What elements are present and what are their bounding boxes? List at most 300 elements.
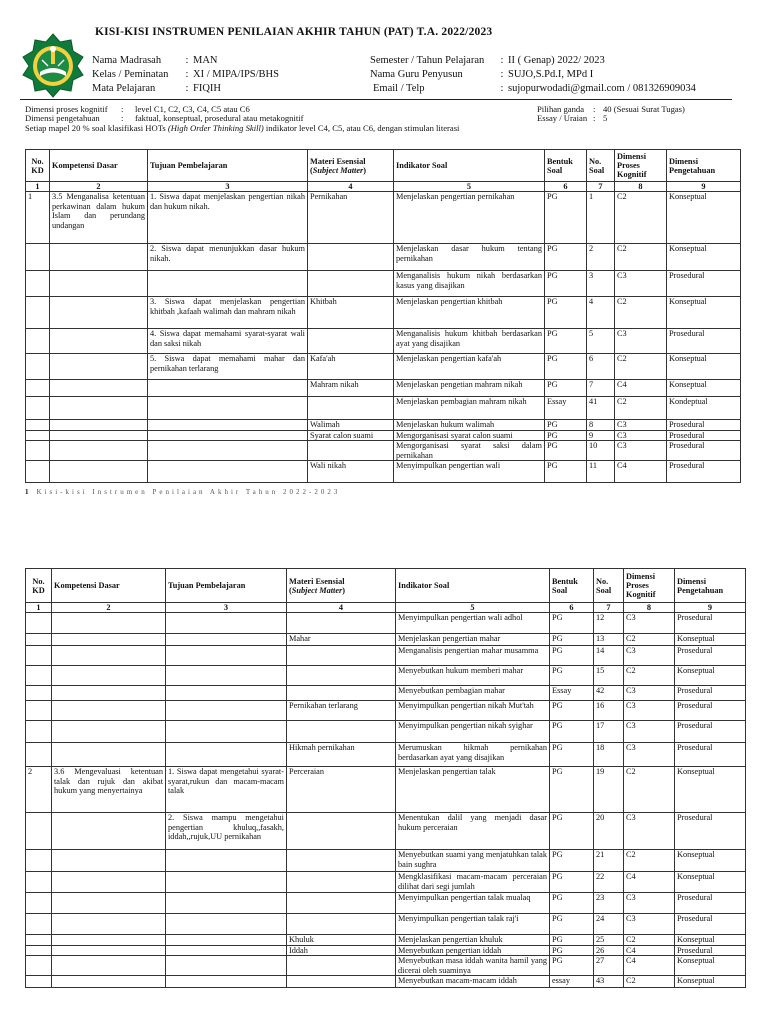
cell-kd bbox=[52, 872, 166, 893]
cell-bentuk: PG bbox=[545, 192, 587, 244]
field-mapel: Mata Pelajaran : FIQIH bbox=[92, 83, 221, 94]
cell-proses: C3 bbox=[624, 893, 675, 914]
cell-pengetahuan: Konseptual bbox=[667, 297, 741, 329]
cell-pengetahuan: Prosedural bbox=[667, 329, 741, 354]
cell-bentuk: PG bbox=[545, 430, 587, 440]
cell-no-kd bbox=[26, 850, 52, 872]
cell-kd bbox=[52, 914, 166, 935]
cell-tujuan bbox=[166, 646, 287, 666]
cell-bentuk: essay bbox=[550, 976, 594, 988]
cell-no-soal: 27 bbox=[594, 956, 624, 976]
cell-kd: 3.6 Mengevaluasi ketentuan talak dan rujuk dan akibat hukum yang menyertainya bbox=[52, 767, 166, 813]
cell-tujuan bbox=[148, 441, 308, 461]
cell-no-soal: 42 bbox=[594, 686, 624, 701]
cell-tujuan bbox=[166, 945, 287, 955]
cell-proses: C2 bbox=[624, 850, 675, 872]
cell-proses: C3 bbox=[624, 686, 675, 701]
cell-bentuk: PG bbox=[550, 893, 594, 914]
cell-no-kd bbox=[26, 397, 50, 420]
table-row bbox=[26, 441, 741, 461]
cell-bentuk: PG bbox=[550, 634, 594, 646]
cell-kd bbox=[50, 441, 148, 461]
cell-kd bbox=[50, 354, 148, 380]
cell-proses: C3 bbox=[615, 271, 667, 297]
cell-pengetahuan: Prosedural bbox=[675, 945, 746, 955]
cell-tujuan bbox=[148, 420, 308, 430]
cell-bentuk: PG bbox=[550, 613, 594, 634]
cell-proses: C3 bbox=[615, 329, 667, 354]
cell-bentuk: PG bbox=[550, 872, 594, 893]
cell-indikator: Menganalisis pengertian mahar musamma bbox=[396, 646, 550, 666]
cell-proses: C2 bbox=[624, 666, 675, 686]
cell-materi bbox=[287, 872, 396, 893]
cell-bentuk: PG bbox=[545, 380, 587, 397]
cell-no-kd bbox=[26, 430, 50, 440]
cell-no-soal: 3 bbox=[587, 271, 615, 297]
cell-proses: C3 bbox=[615, 420, 667, 430]
cell-kd bbox=[52, 701, 166, 721]
cell-tujuan bbox=[166, 721, 287, 743]
cell-proses: C2 bbox=[615, 244, 667, 271]
cell-tujuan: 5. Siswa dapat memahami mahar dan pernikahan terlarang bbox=[148, 354, 308, 380]
cell-pengetahuan: Konseptual bbox=[675, 666, 746, 686]
cell-proses: C2 bbox=[624, 976, 675, 988]
cell-tujuan bbox=[166, 935, 287, 945]
cell-tujuan bbox=[148, 461, 308, 483]
table-row bbox=[26, 935, 746, 945]
cell-pengetahuan: Prosedural bbox=[667, 420, 741, 430]
cell-tujuan bbox=[166, 893, 287, 914]
cell-materi bbox=[287, 721, 396, 743]
cell-bentuk: PG bbox=[550, 701, 594, 721]
cell-no-soal: 25 bbox=[594, 935, 624, 945]
cell-materi bbox=[287, 813, 396, 850]
table-row bbox=[26, 721, 746, 743]
cell-no-soal: 14 bbox=[594, 646, 624, 666]
cell-no-soal: 22 bbox=[594, 872, 624, 893]
cell-no-kd bbox=[26, 893, 52, 914]
cell-proses: C3 bbox=[624, 701, 675, 721]
cell-pengetahuan: Prosedural bbox=[667, 430, 741, 440]
cell-no-kd bbox=[26, 271, 50, 297]
cell-tujuan bbox=[166, 956, 287, 976]
cell-kd bbox=[50, 244, 148, 271]
cell-materi bbox=[287, 850, 396, 872]
cell-indikator: Menjelaskan pengertian mahar bbox=[396, 634, 550, 646]
cell-bentuk: PG bbox=[550, 767, 594, 813]
cell-tujuan bbox=[166, 976, 287, 988]
table-row bbox=[26, 646, 746, 666]
table-row bbox=[26, 634, 746, 646]
cell-tujuan bbox=[148, 430, 308, 440]
cell-indikator: Menentukan dalil yang menjadi dasar hukum perceraian bbox=[396, 813, 550, 850]
cell-bentuk: PG bbox=[545, 354, 587, 380]
cell-bentuk: PG bbox=[545, 420, 587, 430]
cell-no-kd bbox=[26, 743, 52, 767]
cell-materi: Pernikahan bbox=[308, 192, 394, 244]
table-row bbox=[26, 380, 741, 397]
cell-no-kd bbox=[26, 380, 50, 397]
cell-indikator: Menjelaskan pengertian khuluk bbox=[396, 935, 550, 945]
cell-no-kd bbox=[26, 646, 52, 666]
cell-no-kd bbox=[26, 354, 50, 380]
cell-kd bbox=[50, 430, 148, 440]
cell-no-kd bbox=[26, 244, 50, 271]
field-email: Email / Telp : sujopurwodadi@gmail.com / 081326909034 bbox=[373, 83, 696, 94]
cell-pengetahuan: Prosedural bbox=[667, 271, 741, 297]
table-row bbox=[26, 430, 741, 440]
cell-materi bbox=[287, 646, 396, 666]
cell-bentuk: PG bbox=[550, 956, 594, 976]
cell-tujuan bbox=[166, 686, 287, 701]
cell-materi: Syarat calon suami bbox=[308, 430, 394, 440]
cell-no-kd bbox=[26, 914, 52, 935]
document-title: KISI-KISI INSTRUMEN PENILAIAN AKHIR TAHUN (PAT) T.A. 2022/2023 bbox=[95, 26, 493, 38]
cell-bentuk: PG bbox=[550, 813, 594, 850]
cell-indikator: Menjelaskan pembagian mahram nikah bbox=[394, 397, 545, 420]
cell-tujuan bbox=[148, 271, 308, 297]
cell-pengetahuan: Prosedural bbox=[675, 701, 746, 721]
cell-materi: Khuluk bbox=[287, 935, 396, 945]
col-bentuk: Bentuk Soal bbox=[545, 150, 587, 182]
cell-kd bbox=[50, 420, 148, 430]
cell-bentuk: PG bbox=[550, 935, 594, 945]
cell-no-soal: 20 bbox=[594, 813, 624, 850]
cell-indikator: Menyimpulkan pengertian talak mualaq bbox=[396, 893, 550, 914]
cell-pengetahuan: Prosedural bbox=[675, 721, 746, 743]
col-materi: Materi Esensial (Subject Matter) bbox=[287, 569, 396, 603]
col-no-kd: No. KD bbox=[26, 150, 50, 182]
cell-indikator: Menjelaskan hukum walimah bbox=[394, 420, 545, 430]
cell-kd bbox=[50, 461, 148, 483]
cell-indikator: Menganalisis hukum nikah berdasarkan kasus yang disajikan bbox=[394, 271, 545, 297]
cell-materi: Perceraian bbox=[287, 767, 396, 813]
cell-pengetahuan: Prosedural bbox=[675, 613, 746, 634]
cell-no-soal: 4 bbox=[587, 297, 615, 329]
cell-bentuk: PG bbox=[550, 646, 594, 666]
cell-materi: Hikmah pernikahan bbox=[287, 743, 396, 767]
cell-indikator: Menyebutkan masa iddah wanita hamil yang dicerai oleh suaminya bbox=[396, 956, 550, 976]
cell-bentuk: PG bbox=[550, 666, 594, 686]
field-kelas: Kelas / Peminatan : XI / MIPA/IPS/BHS bbox=[92, 69, 279, 80]
table-row bbox=[26, 976, 746, 988]
cell-tujuan bbox=[166, 613, 287, 634]
cell-no-kd bbox=[26, 420, 50, 430]
cell-no-soal: 13 bbox=[594, 634, 624, 646]
cell-pengetahuan: Prosedural bbox=[675, 743, 746, 767]
cell-no-soal: 5 bbox=[587, 329, 615, 354]
cell-no-soal: 43 bbox=[594, 976, 624, 988]
cell-proses: C2 bbox=[624, 634, 675, 646]
cell-proses: C3 bbox=[615, 441, 667, 461]
cell-proses: C3 bbox=[615, 430, 667, 440]
cell-no-soal: 17 bbox=[594, 721, 624, 743]
col-pengetahuan: Dimensi Pengetahuan bbox=[667, 150, 741, 182]
cell-indikator: Menjelaskan pengertian khitbah bbox=[394, 297, 545, 329]
column-number-row: 1 2 3 4 5 6 7 8 9 bbox=[26, 182, 741, 192]
cell-indikator: Menyimpulkan pengertian talak raj'i bbox=[396, 914, 550, 935]
cell-no-kd bbox=[26, 721, 52, 743]
cell-proses: C3 bbox=[624, 613, 675, 634]
cell-pengetahuan: Konseptual bbox=[675, 634, 746, 646]
cell-indikator: Menyimpulkan pengertian wali adhol bbox=[396, 613, 550, 634]
cell-kd bbox=[52, 945, 166, 955]
field-guru: Nama Guru Penyusun : SUJO,S.Pd.I, MPd I bbox=[370, 69, 594, 80]
cell-materi bbox=[308, 329, 394, 354]
table-row bbox=[26, 872, 746, 893]
cell-no-soal: 15 bbox=[594, 666, 624, 686]
cell-tujuan: 2. Siswa mampu mengetahui pengertian khuluq,,fasakh, iddah,,rujuk,UU pernikahan bbox=[166, 813, 287, 850]
cell-bentuk: PG bbox=[545, 441, 587, 461]
cell-proses: C2 bbox=[615, 397, 667, 420]
cell-indikator: Menganalisis hukum khitbah berdasarkan ayat yang disajikan bbox=[394, 329, 545, 354]
field-semester: Semester / Tahun Pelajaran : II ( Genap) 2022/ 2023 bbox=[370, 55, 605, 66]
cell-materi bbox=[308, 271, 394, 297]
cell-materi: Walimah bbox=[308, 420, 394, 430]
cell-no-kd: 1 bbox=[26, 192, 50, 244]
cell-kd bbox=[52, 634, 166, 646]
table-row bbox=[26, 701, 746, 721]
cell-no-kd bbox=[26, 872, 52, 893]
cell-bentuk: PG bbox=[550, 914, 594, 935]
field-madrasah: Nama Madrasah : MAN bbox=[92, 55, 218, 66]
cell-no-soal: 41 bbox=[587, 397, 615, 420]
cell-no-soal: 8 bbox=[587, 420, 615, 430]
cell-kd bbox=[52, 686, 166, 701]
cell-pengetahuan: Konseptual bbox=[667, 192, 741, 244]
notes-left: Dimensi proses kognitif : level C1, C2, C3, C4, C5 atau C6 Dimensi pengetahuan : faktual, konseptual, prosedural atau metakognitif Setiap mapel 20 % soal klasifikasi HOTs (High Order Thinking Skill) indikator level C4, C5, atau C6, dengan stimulan literasi bbox=[25, 104, 460, 133]
cell-proses: C4 bbox=[624, 872, 675, 893]
cell-pengetahuan: Prosedural bbox=[675, 893, 746, 914]
col-proses: Dimensi Proses Kognitif bbox=[615, 150, 667, 182]
cell-tujuan: 2. Siswa dapat menunjukkan dasar hukum nikah. bbox=[148, 244, 308, 271]
col-kd: Kompetensi Dasar bbox=[52, 569, 166, 603]
col-indikator: Indikator Soal bbox=[394, 150, 545, 182]
cell-proses: C3 bbox=[624, 743, 675, 767]
cell-proses: C4 bbox=[615, 380, 667, 397]
cell-no-kd bbox=[26, 666, 52, 686]
cell-no-kd bbox=[26, 976, 52, 988]
table-header-row bbox=[26, 569, 746, 603]
kemenag-logo-icon bbox=[20, 32, 86, 98]
cell-kd bbox=[52, 721, 166, 743]
cell-no-soal: 19 bbox=[594, 767, 624, 813]
cell-kd bbox=[50, 329, 148, 354]
col-no-soal: No. Soal bbox=[587, 150, 615, 182]
cell-materi bbox=[287, 976, 396, 988]
cell-pengetahuan: Prosedural bbox=[675, 686, 746, 701]
cell-tujuan bbox=[166, 666, 287, 686]
cell-no-soal: 24 bbox=[594, 914, 624, 935]
table-row bbox=[26, 686, 746, 701]
cell-indikator: Mengorganisasi syarat saksi dalam pernikahan bbox=[394, 441, 545, 461]
cell-no-kd bbox=[26, 461, 50, 483]
col-tujuan: Tujuan Pembelajaran bbox=[148, 150, 308, 182]
cell-materi bbox=[287, 914, 396, 935]
cell-pengetahuan: Konseptual bbox=[667, 354, 741, 380]
column-number-row: 1 2 3 4 5 6 7 8 9 bbox=[26, 603, 746, 613]
cell-no-kd bbox=[26, 634, 52, 646]
cell-kd bbox=[52, 893, 166, 914]
cell-kd bbox=[52, 813, 166, 850]
cell-materi: Pernikahan terlarang bbox=[287, 701, 396, 721]
cell-bentuk: PG bbox=[550, 743, 594, 767]
cell-no-soal: 26 bbox=[594, 945, 624, 955]
cell-pengetahuan: Konseptual bbox=[667, 380, 741, 397]
cell-no-kd bbox=[26, 297, 50, 329]
cell-pengetahuan: Prosedural bbox=[675, 813, 746, 850]
table-header-row bbox=[26, 150, 741, 182]
table-row bbox=[26, 329, 741, 354]
page-footer: 1 Kisi-kisi Instrumen Penilaian Akhir Tahun 2022-2023 bbox=[25, 488, 341, 496]
cell-materi bbox=[287, 956, 396, 976]
cell-no-kd bbox=[26, 701, 52, 721]
cell-no-soal: 7 bbox=[587, 380, 615, 397]
cell-kd bbox=[50, 397, 148, 420]
header-divider bbox=[20, 99, 732, 100]
cell-kd bbox=[52, 935, 166, 945]
cell-tujuan bbox=[166, 634, 287, 646]
table-row bbox=[26, 461, 741, 483]
cell-proses: C3 bbox=[624, 646, 675, 666]
cell-indikator: Menyebutkan suami yang menjatuhkan talak bain sughra bbox=[396, 850, 550, 872]
cell-bentuk: Essay bbox=[545, 397, 587, 420]
cell-materi: Iddah bbox=[287, 945, 396, 955]
cell-no-kd bbox=[26, 813, 52, 850]
col-indikator: Indikator Soal bbox=[396, 569, 550, 603]
cell-indikator: Menyebutkan pembagian mahar bbox=[396, 686, 550, 701]
cell-tujuan: 1. Siswa dapat menjelaskan pengertian nikah dan hukum nikah. bbox=[148, 192, 308, 244]
cell-kd: 3.5 Menganalisa ketentuan perkawinan dalam hukum Islam dan perundang undangan bbox=[50, 192, 148, 244]
cell-indikator: Menyimpulkan pengertian nikah syighar bbox=[396, 721, 550, 743]
table-row bbox=[26, 397, 741, 420]
cell-bentuk: PG bbox=[545, 271, 587, 297]
cell-materi bbox=[287, 666, 396, 686]
col-materi: Materi Esensial (Subject Matter) bbox=[308, 150, 394, 182]
cell-pengetahuan: Konseptual bbox=[675, 935, 746, 945]
header-left-fields bbox=[92, 54, 279, 96]
cell-bentuk: PG bbox=[545, 244, 587, 271]
cell-bentuk: PG bbox=[545, 329, 587, 354]
cell-indikator: Menyimpulkan pengertian wali bbox=[394, 461, 545, 483]
cell-bentuk: PG bbox=[550, 850, 594, 872]
cell-materi bbox=[308, 244, 394, 271]
col-proses: Dimensi Proses Kognitif bbox=[624, 569, 675, 603]
cell-no-kd bbox=[26, 686, 52, 701]
cell-no-soal: 18 bbox=[594, 743, 624, 767]
cell-proses: C3 bbox=[624, 813, 675, 850]
cell-tujuan bbox=[166, 701, 287, 721]
cell-indikator: Menyebutkan hukum memberi mahar bbox=[396, 666, 550, 686]
cell-proses: C4 bbox=[624, 956, 675, 976]
cell-no-kd bbox=[26, 441, 50, 461]
cell-bentuk: Essay bbox=[550, 686, 594, 701]
cell-materi: Mahram nikah bbox=[308, 380, 394, 397]
table-row bbox=[26, 420, 741, 430]
header-right-fields bbox=[370, 54, 696, 96]
table-row bbox=[26, 893, 746, 914]
cell-kd bbox=[52, 850, 166, 872]
cell-proses: C3 bbox=[624, 914, 675, 935]
cell-indikator: Mengklasifikasi macam-macam perceraian dilihat dari segi jumlah bbox=[396, 872, 550, 893]
cell-indikator: Menjelaskan pengetian mahram nikah bbox=[394, 380, 545, 397]
table-row bbox=[26, 850, 746, 872]
table-row bbox=[26, 743, 746, 767]
cell-indikator: Menjelaskan pengertian talak bbox=[396, 767, 550, 813]
cell-materi: Mahar bbox=[287, 634, 396, 646]
cell-materi: Wali nikah bbox=[308, 461, 394, 483]
table-row bbox=[26, 244, 741, 271]
kisi-table-page2 bbox=[25, 568, 746, 988]
cell-pengetahuan: Prosedural bbox=[667, 441, 741, 461]
table-row bbox=[26, 297, 741, 329]
cell-proses: C2 bbox=[624, 767, 675, 813]
cell-proses: C2 bbox=[615, 297, 667, 329]
col-bentuk: Bentuk Soal bbox=[550, 569, 594, 603]
cell-no-soal: 12 bbox=[594, 613, 624, 634]
cell-tujuan: 3. Siswa dapat menjelaskan pengertian khitbah ,kafaah walimah dan mahram nikah bbox=[148, 297, 308, 329]
col-no-soal: No. Soal bbox=[594, 569, 624, 603]
cell-proses: C2 bbox=[615, 192, 667, 244]
cell-no-soal: 6 bbox=[587, 354, 615, 380]
cell-no-soal: 1 bbox=[587, 192, 615, 244]
cell-no-kd bbox=[26, 329, 50, 354]
cell-pengetahuan: Prosedural bbox=[675, 646, 746, 666]
cell-pengetahuan: Konseptual bbox=[675, 872, 746, 893]
cell-indikator: Menyimpulkan pengertian nikah Mut'tah bbox=[396, 701, 550, 721]
notes-right: Pilihan ganda : 40 (Sesuai Surat Tugas) Essay / Uraian : 5 bbox=[537, 104, 685, 124]
cell-pengetahuan: Konseptual bbox=[675, 976, 746, 988]
cell-no-kd bbox=[26, 956, 52, 976]
cell-no-soal: 21 bbox=[594, 850, 624, 872]
cell-kd bbox=[52, 976, 166, 988]
cell-materi bbox=[287, 893, 396, 914]
cell-indikator: Mengorganisasi syarat calon suami bbox=[394, 430, 545, 440]
cell-materi: Kafa'ah bbox=[308, 354, 394, 380]
cell-materi bbox=[287, 686, 396, 701]
cell-no-kd bbox=[26, 935, 52, 945]
cell-tujuan bbox=[166, 743, 287, 767]
cell-pengetahuan: Konseptual bbox=[675, 850, 746, 872]
cell-no-soal: 23 bbox=[594, 893, 624, 914]
table-row bbox=[26, 767, 746, 813]
cell-tujuan: 1. Siswa dapat mengetahui syarat-syarat,rukun dan macam-macam talak bbox=[166, 767, 287, 813]
cell-materi bbox=[287, 613, 396, 634]
cell-no-soal: 9 bbox=[587, 430, 615, 440]
cell-indikator: Menjelaskan dasar hukum tentang pernikahan bbox=[394, 244, 545, 271]
cell-no-soal: 11 bbox=[587, 461, 615, 483]
cell-pengetahuan: Prosedural bbox=[675, 914, 746, 935]
cell-tujuan: 4. Siswa dapat memahami syarat-syarat wali dan saksi nikah bbox=[148, 329, 308, 354]
cell-bentuk: PG bbox=[550, 721, 594, 743]
cell-proses: C3 bbox=[624, 721, 675, 743]
cell-bentuk: PG bbox=[550, 945, 594, 955]
cell-materi bbox=[308, 441, 394, 461]
cell-proses: C2 bbox=[615, 354, 667, 380]
cell-kd bbox=[50, 297, 148, 329]
cell-bentuk: PG bbox=[545, 461, 587, 483]
cell-no-soal: 10 bbox=[587, 441, 615, 461]
cell-proses: C4 bbox=[624, 945, 675, 955]
col-kd: Kompetensi Dasar bbox=[50, 150, 148, 182]
table-row bbox=[26, 914, 746, 935]
cell-kd bbox=[50, 271, 148, 297]
cell-kd bbox=[52, 646, 166, 666]
cell-indikator: Menyebutkan pengertian iddah bbox=[396, 945, 550, 955]
cell-tujuan bbox=[166, 850, 287, 872]
table-row bbox=[26, 271, 741, 297]
table-row bbox=[26, 613, 746, 634]
